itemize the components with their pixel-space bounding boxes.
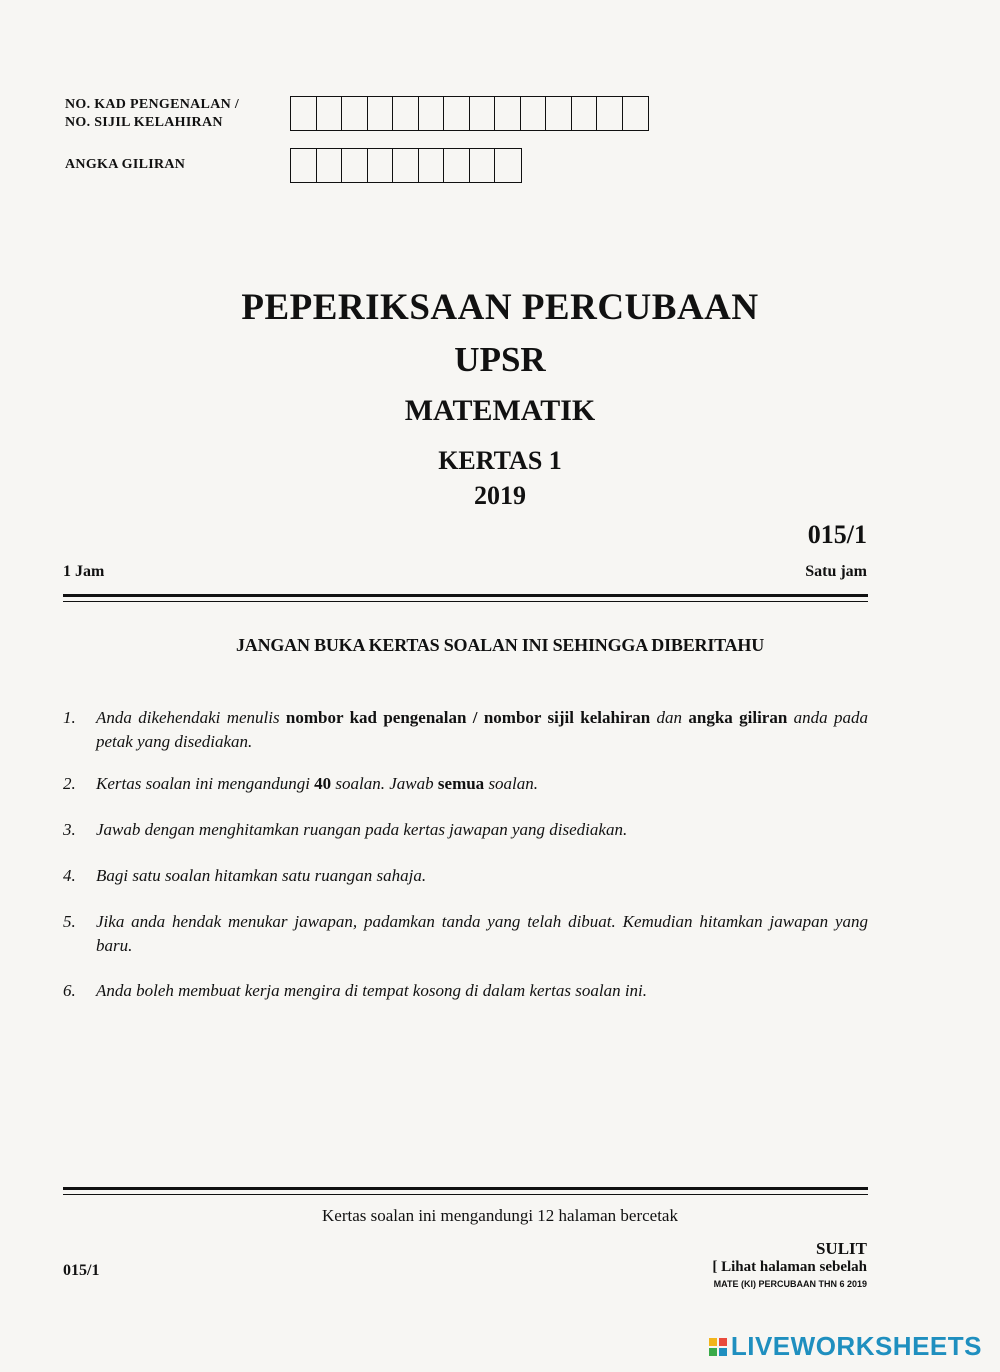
instruction-number: 2. xyxy=(63,774,76,793)
exam-level: UPSR xyxy=(454,340,546,379)
ic-digit-box[interactable] xyxy=(317,97,343,130)
sulit-label: SULIT xyxy=(815,1239,867,1258)
instruction-text: dan xyxy=(650,708,689,727)
roll-digit-box[interactable] xyxy=(470,149,496,182)
instruction-5 xyxy=(63,910,868,958)
ic-number-boxes[interactable] xyxy=(290,96,649,131)
instruction-emphasis: 40 xyxy=(314,774,332,793)
divider-bottom xyxy=(63,1187,868,1190)
exam-year: 2019 xyxy=(474,481,526,510)
ic-digit-box[interactable] xyxy=(342,97,368,130)
roll-digit-box[interactable] xyxy=(342,149,368,182)
instruction-number: 6. xyxy=(63,981,76,1000)
ic-digit-box[interactable] xyxy=(495,97,521,130)
divider-bottom-thin xyxy=(63,1194,868,1195)
ic-digit-box[interactable] xyxy=(572,97,598,130)
instruction-number: 1. xyxy=(63,708,76,727)
instruction-2 xyxy=(63,772,868,796)
instruction-3 xyxy=(63,818,868,842)
reference-code: MATE (KI) PERCUBAAN THN 6 2019 xyxy=(713,1279,867,1289)
next-page-note: [ Lihat halaman sebelah xyxy=(712,1259,867,1275)
instruction-number: 5. xyxy=(63,912,76,931)
roll-digit-box[interactable] xyxy=(368,149,394,182)
footer-code: 015/1 xyxy=(63,1262,100,1279)
ic-digit-box[interactable] xyxy=(546,97,572,130)
instruction-emphasis: semua xyxy=(437,774,485,793)
roll-digit-box[interactable] xyxy=(317,149,343,182)
logo-square xyxy=(709,1338,717,1346)
ic-label-line1: NO. KAD PENGENALAN / xyxy=(65,97,240,112)
instruction-text: Kertas soalan ini mengandungi xyxy=(96,774,315,793)
ic-label-line2: NO. SIJIL KELAHIRAN xyxy=(65,115,223,130)
paper-number: KERTAS 1 xyxy=(438,446,562,475)
roll-digit-box[interactable] xyxy=(444,149,470,182)
ic-digit-box[interactable] xyxy=(597,97,623,130)
page-count-note: Kertas soalan ini mengandungi 12 halaman bercetak xyxy=(322,1206,678,1225)
instruction-emphasis: nombor kad pengenalan / nombor sijil kelahiran xyxy=(285,708,651,727)
instruction-text: anda pada petak yang disediakan. xyxy=(96,708,868,751)
logo-text: LIVEWORKSHEETS xyxy=(730,1331,982,1361)
roll-number-label: ANGKA GILIRAN xyxy=(65,157,186,172)
roll-digit-box[interactable] xyxy=(291,149,317,182)
duration-label: 1 Jam xyxy=(63,563,105,580)
ic-digit-box[interactable] xyxy=(521,97,547,130)
instruction-1 xyxy=(63,706,868,754)
ic-digit-box[interactable] xyxy=(419,97,445,130)
instruction-number: 3. xyxy=(63,820,76,839)
paper-code: 015/1 xyxy=(807,520,867,549)
logo-square xyxy=(709,1348,717,1356)
exam-title: PEPERIKSAAN PERCUBAAN xyxy=(241,287,759,328)
ic-digit-box[interactable] xyxy=(623,97,649,130)
roll-number-boxes[interactable] xyxy=(290,148,522,183)
instruction-text: Jika anda hendak menukar jawapan, padamkan tanda yang telah dibuat. Kemudian hitamkan jawapan yang baru. xyxy=(96,912,868,955)
roll-digit-box[interactable] xyxy=(393,149,419,182)
ic-digit-box[interactable] xyxy=(470,97,496,130)
instruction-text: Anda dikehendaki menulis xyxy=(96,708,286,727)
logo-square xyxy=(719,1338,727,1346)
instruction-text: Anda boleh membuat kerja mengira di tempat kosong di dalam kertas soalan ini. xyxy=(96,981,648,1000)
duration-words: Satu jam xyxy=(805,563,867,580)
instruction-6 xyxy=(63,979,868,1003)
instruction-text: Jawab dengan menghitamkan ruangan pada kertas jawapan yang disediakan. xyxy=(96,820,628,839)
divider-top-thin xyxy=(63,601,868,602)
instruction-4 xyxy=(63,864,868,888)
instruction-text: soalan. Jawab xyxy=(331,774,438,793)
roll-digit-box[interactable] xyxy=(419,149,445,182)
subject-title: MATEMATIK xyxy=(404,394,596,427)
warning-text: JANGAN BUKA KERTAS SOALAN INI SEHINGGA DIBERITAHU xyxy=(235,635,764,655)
logo-square xyxy=(719,1348,727,1356)
instruction-text: Bagi satu soalan hitamkan satu ruangan sahaja. xyxy=(96,866,427,885)
ic-digit-box[interactable] xyxy=(393,97,419,130)
liveworksheets-logo xyxy=(709,1331,982,1362)
ic-digit-box[interactable] xyxy=(291,97,317,130)
roll-digit-box[interactable] xyxy=(495,149,521,182)
logo-grid-icon xyxy=(709,1338,727,1356)
divider-top xyxy=(63,594,868,597)
ic-digit-box[interactable] xyxy=(368,97,394,130)
instruction-text: soalan. xyxy=(484,774,539,793)
instruction-number: 4. xyxy=(63,866,76,885)
ic-digit-box[interactable] xyxy=(444,97,470,130)
instruction-emphasis: angka giliran xyxy=(688,708,788,727)
